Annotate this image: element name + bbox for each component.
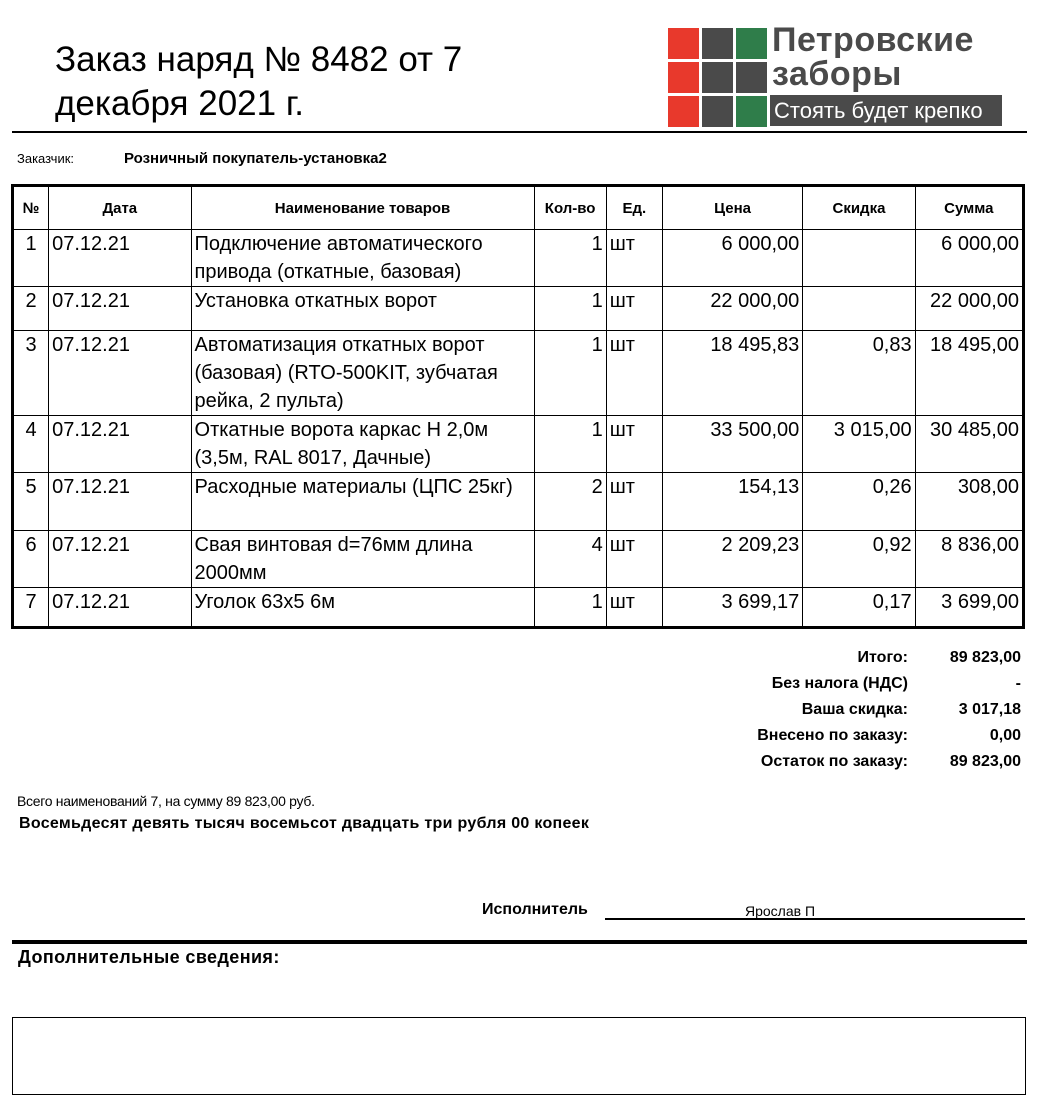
discount-row <box>600 701 1024 727</box>
cell-sum: 3 699,00 <box>915 588 1023 628</box>
col-header-qty: Кол-во <box>534 186 606 230</box>
paid-label: Внесено по заказу: <box>757 727 908 744</box>
cell-num: 2 <box>13 287 49 331</box>
col-header-num: № <box>13 186 49 230</box>
cell-num: 6 <box>13 531 49 588</box>
cell-sum: 30 485,00 <box>915 416 1023 473</box>
cell-date: 07.12.21 <box>49 287 191 331</box>
table-row <box>13 473 1024 531</box>
cell-num: 4 <box>13 416 49 473</box>
cell-name: Подключение автоматического привода (откатные, базовая) <box>191 230 534 287</box>
cell-unit: шт <box>606 588 662 628</box>
cell-unit: шт <box>606 230 662 287</box>
table-row <box>13 588 1024 628</box>
cell-sum: 18 495,00 <box>915 331 1023 416</box>
paid-value: 0,00 <box>989 727 1021 744</box>
totals-block <box>600 649 1024 779</box>
col-header-price: Цена <box>662 186 802 230</box>
items-table <box>11 184 1025 629</box>
col-header-date: Дата <box>49 186 191 230</box>
cell-price: 18 495,83 <box>662 331 802 416</box>
cell-discount: 0,92 <box>803 531 915 588</box>
additional-info-label: Дополнительные сведения: <box>18 947 280 967</box>
cell-name: Уголок 63х5 6м <box>191 588 534 628</box>
discount-value: 3 017,18 <box>958 701 1021 718</box>
cell-num: 5 <box>13 473 49 531</box>
cell-num: 1 <box>13 230 49 287</box>
cell-price: 154,13 <box>662 473 802 531</box>
cell-date: 07.12.21 <box>49 331 191 416</box>
cell-discount <box>803 287 915 331</box>
amount-in-words: Восемьдесят девять тысяч восемьсот двадцать три рубля 00 копеек <box>19 815 590 832</box>
col-header-discount: Скидка <box>803 186 915 230</box>
cell-date: 07.12.21 <box>49 531 191 588</box>
balance-value: 89 823,00 <box>949 753 1021 770</box>
table-row <box>13 287 1024 331</box>
cell-discount: 0,17 <box>803 588 915 628</box>
cell-qty: 1 <box>534 230 606 287</box>
table-row <box>13 416 1024 473</box>
table-row <box>13 331 1024 416</box>
cell-unit: шт <box>606 473 662 531</box>
cell-unit: шт <box>606 287 662 331</box>
cell-unit: шт <box>606 416 662 473</box>
customer-value: Розничный покупатель-установка2 <box>124 150 387 167</box>
cell-num: 3 <box>13 331 49 416</box>
executor-label: Исполнитель <box>482 901 588 918</box>
cell-qty: 1 <box>534 588 606 628</box>
cell-qty: 1 <box>534 331 606 416</box>
col-header-name: Наименование товаров <box>191 186 534 230</box>
discount-label: Ваша скидка: <box>801 701 908 718</box>
total-value: 89 823,00 <box>949 649 1021 666</box>
balance-row <box>600 753 1024 779</box>
cell-qty: 2 <box>534 473 606 531</box>
footer-divider <box>12 940 1027 944</box>
executor-name: Ярослав П <box>745 903 816 919</box>
total-label: Итого: <box>857 649 908 666</box>
cell-price: 2 209,23 <box>662 531 802 588</box>
cell-price: 3 699,17 <box>662 588 802 628</box>
cell-name: Установка откатных ворот <box>191 287 534 331</box>
paid-row <box>600 727 1024 753</box>
cell-sum: 8 836,00 <box>915 531 1023 588</box>
cell-sum: 308,00 <box>915 473 1023 531</box>
cell-unit: шт <box>606 331 662 416</box>
cell-date: 07.12.21 <box>49 230 191 287</box>
table-row <box>13 531 1024 588</box>
cell-price: 33 500,00 <box>662 416 802 473</box>
total-row <box>600 649 1024 675</box>
cell-sum: 6 000,00 <box>915 230 1023 287</box>
cell-name: Свая винтовая d=76мм длина 2000мм <box>191 531 534 588</box>
cell-discount: 0,83 <box>803 331 915 416</box>
document-title: Заказ наряд № 8482 от 7 декабря 2021 г. <box>55 40 463 123</box>
cell-discount <box>803 230 915 287</box>
cell-price: 6 000,00 <box>662 230 802 287</box>
customer-label: Заказчик: <box>17 151 75 166</box>
cell-name: Автоматизация откатных ворот (базовая) (RTO-500KIT, зубчатая рейка, 2 пульта) <box>191 331 534 416</box>
company-logo <box>668 21 1004 128</box>
additional-info-box <box>12 1017 1026 1095</box>
vat-label: Без налога (НДС) <box>771 675 908 692</box>
logo-name-line2: заборы <box>772 55 902 93</box>
items-summary: Всего наименований 7, на сумму 89 823,00 руб. <box>17 793 315 809</box>
header-divider <box>12 131 1027 133</box>
table-row <box>13 230 1024 287</box>
cell-discount: 0,26 <box>803 473 915 531</box>
cell-price: 22 000,00 <box>662 287 802 331</box>
cell-qty: 4 <box>534 531 606 588</box>
cell-qty: 1 <box>534 416 606 473</box>
cell-name: Расходные материалы (ЦПС 25кг) <box>191 473 534 531</box>
cell-discount: 3 015,00 <box>803 416 915 473</box>
logo-name-line1: Петровские <box>772 21 974 59</box>
balance-label: Остаток по заказу: <box>760 753 908 770</box>
cell-date: 07.12.21 <box>49 588 191 628</box>
cell-qty: 1 <box>534 287 606 331</box>
col-header-sum: Сумма <box>915 186 1023 230</box>
logo-slogan: Стоять будет крепко <box>770 95 1002 126</box>
cell-date: 07.12.21 <box>49 473 191 531</box>
cell-num: 7 <box>13 588 49 628</box>
logo-mark <box>668 28 768 128</box>
table-header-row <box>13 186 1024 230</box>
cell-date: 07.12.21 <box>49 416 191 473</box>
vat-row <box>600 675 1024 701</box>
vat-value: - <box>1015 675 1021 692</box>
cell-name: Откатные ворота каркас Н 2,0м (3,5м, RAL 8017, Дачные) <box>191 416 534 473</box>
cell-sum: 22 000,00 <box>915 287 1023 331</box>
col-header-unit: Ед. <box>606 186 662 230</box>
cell-unit: шт <box>606 531 662 588</box>
